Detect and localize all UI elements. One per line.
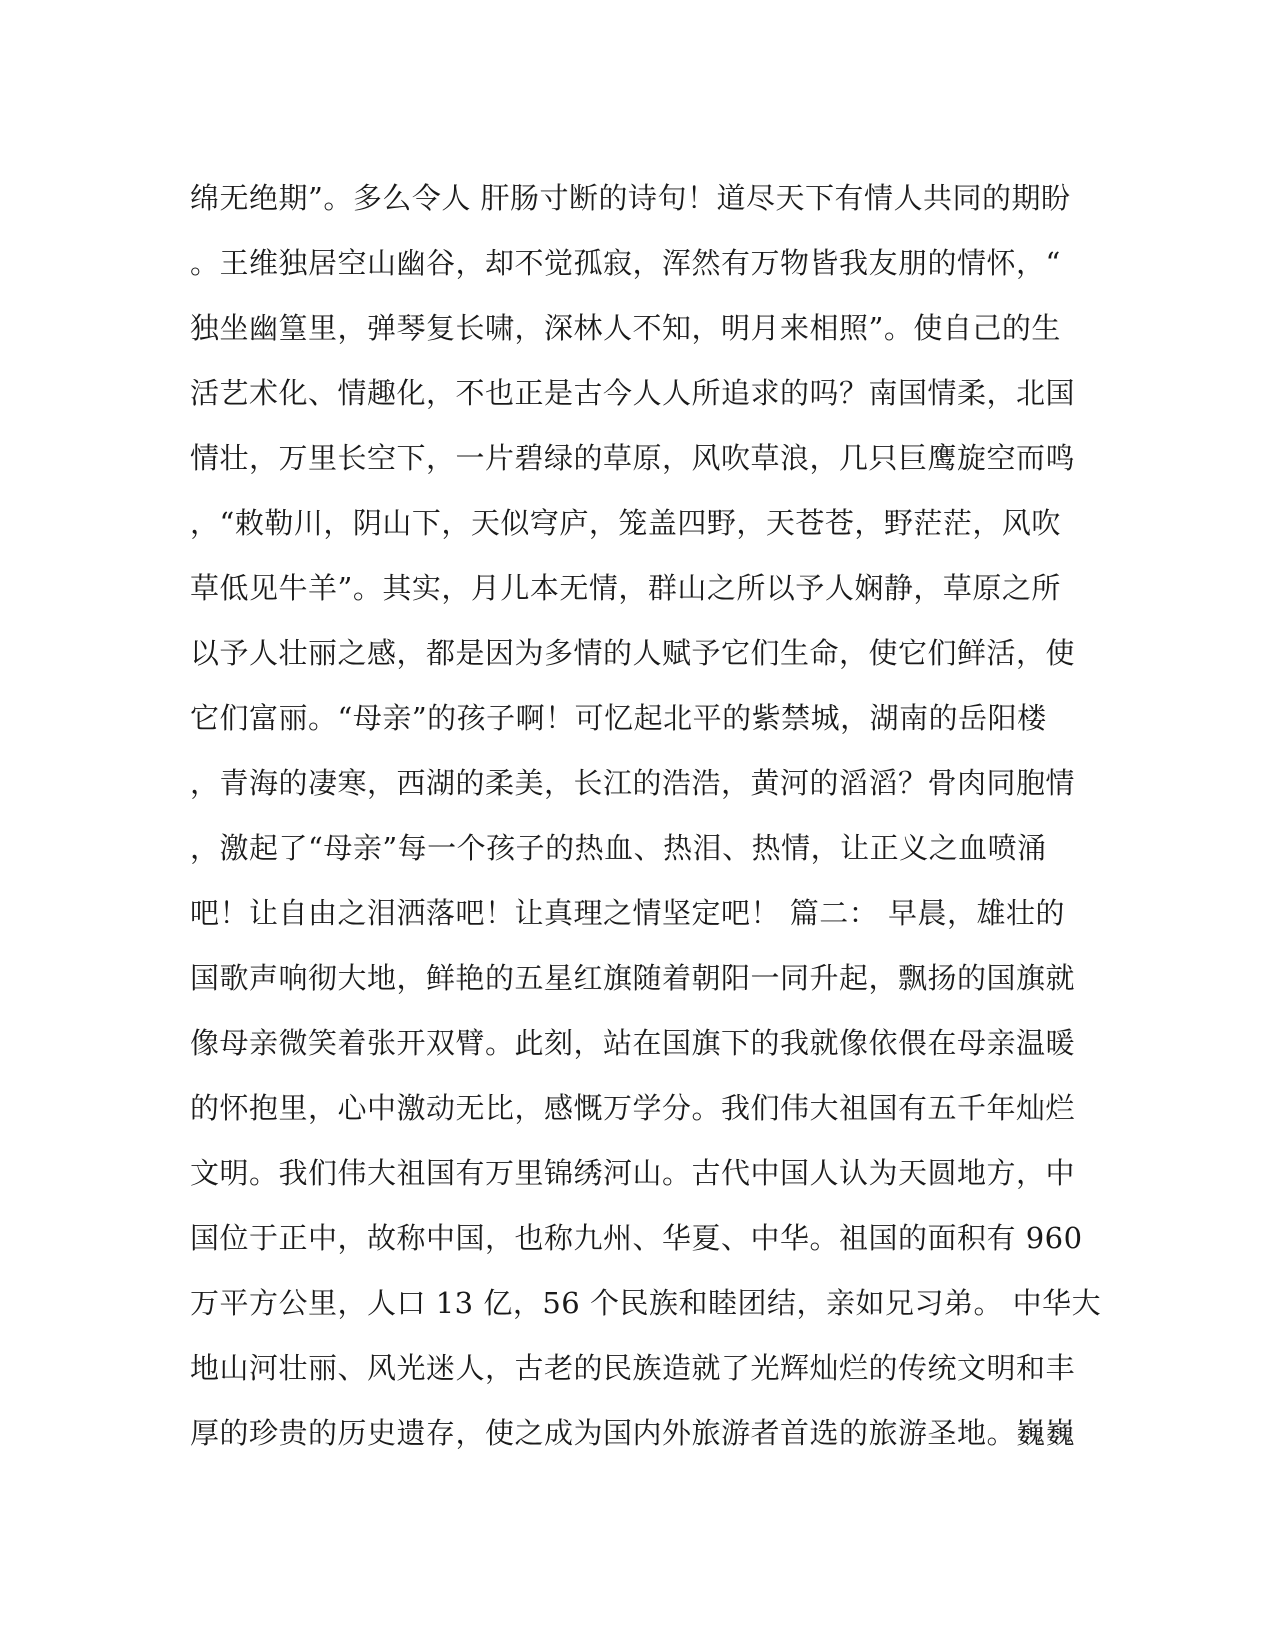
text-line: 。王维独居空山幽谷，却不觉孤寂，浑然有万物皆我友朋的情怀，“ bbox=[190, 246, 1061, 280]
text-line: 绵无绝期”。多么令人 肝肠寸断的诗句！道尽天下有情人共同的期盼 bbox=[190, 181, 1071, 215]
text-line: 厚的珍贵的历史遗存，使之成为国内外旅游者首选的旅游圣地。巍巍 bbox=[190, 1416, 1076, 1450]
text-line: 草低见牛羊”。其实，月儿本无情，群山之所以予人娴静，草原之所 bbox=[190, 571, 1061, 605]
text-line: 情壮，万里长空下，一片碧绿的草原，风吹草浪，几只巨鹰旋空而鸣 bbox=[190, 441, 1076, 475]
text-line: 它们富丽。“母亲”的孩子啊！可忆起北平的紫禁城，湖南的岳阳楼 bbox=[190, 701, 1047, 735]
text-line: 以予人壮丽之感，都是因为多情的人赋予它们生命，使它们鲜活，使 bbox=[190, 636, 1076, 670]
text-line: 文明。我们伟大祖国有万里锦绣河山。古代中国人认为天圆地方，中 bbox=[190, 1156, 1076, 1190]
text-line: 吧！让自由之泪洒落吧！让真理之情坚定吧！ 篇二： 早晨，雄壮的 bbox=[190, 896, 1065, 930]
text-line: 国位于正中，故称中国，也称九州、华夏、中华。祖国的面积有 960 bbox=[190, 1221, 1083, 1255]
text-line: ，激起了“母亲”每一个孩子的热血、热泪、热情，让正义之血喷涌 bbox=[190, 831, 1047, 865]
text-line: ，青海的凄寒，西湖的柔美，长江的浩浩，黄河的滔滔？骨肉同胞情 bbox=[190, 766, 1076, 800]
text-line: 国歌声响彻大地，鲜艳的五星红旗随着朝阳一同升起，飘扬的国旗就 bbox=[190, 961, 1076, 995]
text-line: 万平方公里，人口 13 亿，56 个民族和睦团结，亲如兄习弟。 中华大 bbox=[190, 1286, 1102, 1320]
text-line: 活艺术化、情趣化，不也正是古今人人所追求的吗？南国情柔，北国 bbox=[190, 376, 1076, 410]
text-line: 独坐幽篁里，弹琴复长啸，深林人不知，明月来相照”。使自己的生 bbox=[190, 311, 1061, 345]
text-line: ，“敕勒川，阴山下，天似穹庐，笼盖四野，天苍苍，野茫茫，风吹 bbox=[190, 506, 1061, 540]
text-line: 像母亲微笑着张开双臂。此刻，站在国旗下的我就像依偎在母亲温暖 bbox=[190, 1026, 1076, 1060]
text-line: 地山河壮丽、风光迷人，古老的民族造就了光辉灿烂的传统文明和丰 bbox=[190, 1351, 1076, 1385]
body-text bbox=[190, 166, 1102, 1466]
text-line: 的怀抱里，心中激动无比，感慨万学分。我们伟大祖国有五千年灿烂 bbox=[190, 1091, 1076, 1125]
